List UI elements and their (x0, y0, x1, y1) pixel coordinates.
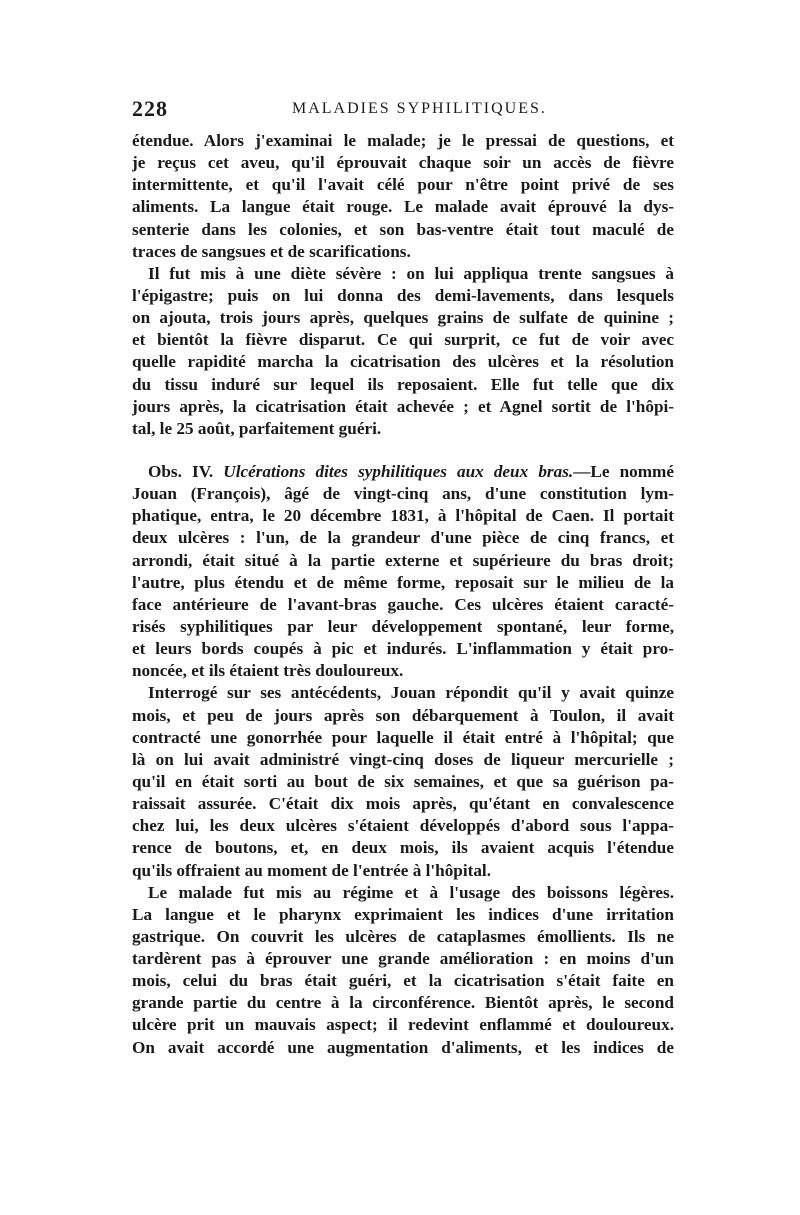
text-line: aliments. La langue était rouge. Le malade avait éprouvé la dys- (132, 197, 674, 217)
text-line: on ajouta, trois jours après, quelques grains de sulfate de quinine ; (132, 308, 674, 328)
paragraph (132, 263, 674, 440)
text-line: traces de sangsues et de scarifications. (132, 241, 411, 261)
text-line: phatique, entra, le 20 décembre 1831, à l'hôpital de Caen. Il portait (132, 506, 674, 526)
text-line: je reçus cet aveu, qu'il éprouvait chaque soir un accès de fièvre (132, 153, 674, 173)
text-line: et bientôt la fièvre disparut. Ce qui surprit, ce fut de voir avec (132, 330, 674, 350)
page-number: 228 (132, 96, 168, 121)
text-line: face antérieure de l'avant-bras gauche. Ces ulcères étaient caracté- (132, 594, 674, 614)
text-line: risés syphilitiques par leur développement spontané, leur forme, (132, 616, 674, 636)
observation-heading-rest: —Le nommé (573, 461, 674, 481)
text-line: chez lui, les deux ulcères s'étaient développés d'abord sous l'appa- (132, 816, 674, 836)
text-line: ulcère prit un mauvais aspect; il redevint enflammé et douloureux. (132, 1015, 674, 1035)
text-line: gastrique. On couvrit les ulcères de cataplasmes émollients. Ils ne (132, 926, 674, 946)
text-line: l'autre, plus étendu et de même forme, reposait sur le milieu de la (132, 572, 674, 592)
running-head: MALADIES SYPHILITIQUES. (292, 100, 547, 117)
text-line: La langue et le pharynx exprimaient les indices d'une irritation (132, 904, 674, 924)
text-line: mois, et peu de jours après son débarquement à Toulon, il avait (132, 705, 674, 725)
text-line: Jouan (François), âgé de vingt-cinq ans, d'une constitution lym- (132, 484, 674, 504)
text-line: deux ulcères : l'un, de la grandeur d'une pièce de cinq francs, et (132, 528, 674, 548)
text-line: On avait accordé une augmentation d'aliments, et les indices de (132, 1037, 674, 1057)
paragraph (132, 682, 674, 881)
text-line: l'épigastre; puis on lui donna des demi-lavements, dans lesquels (132, 285, 674, 305)
paragraph (132, 130, 674, 263)
text-line: noncée, et ils étaient très douloureux. (132, 661, 404, 681)
text-line: tardèrent pas à éprouver une grande amélioration : en moins d'un (132, 949, 674, 969)
text-line: Il fut mis à une diète sévère : on lui appliqua trente sangsues à (148, 263, 674, 283)
text-line: intermittente, et qu'il l'avait célé pour n'être point privé de ses (132, 175, 674, 195)
paragraph-gap (132, 440, 674, 461)
text-line: rence de boutons, et, en deux mois, ils avaient acquis l'étendue (132, 838, 674, 858)
paragraph (132, 882, 674, 1059)
text-line: là on lui avait administré vingt-cinq doses de liqueur mercurielle ; (132, 749, 674, 769)
observation-heading-line (132, 461, 674, 483)
text-line: et leurs bords coupés à pic et indurés. L'inflammation y était pro- (132, 639, 674, 659)
text-line: quelle rapidité marcha la cicatrisation des ulcères et la résolution (132, 352, 674, 372)
text-line: du tissu induré sur lequel ils reposaient. Elle fut telle que dix (132, 374, 674, 394)
text-line: qu'ils offraient au moment de l'entrée à l'hôpital. (132, 860, 492, 880)
text-line: qu'il en était sorti au bout de six semaines, et que sa guérison pa- (132, 771, 674, 791)
text-line: contracté une gonorrhée pour laquelle il était entré à l'hôpital; que (132, 727, 674, 747)
observation-title: Ulcérations dites syphilitiques aux deux bras. (223, 461, 574, 481)
text-line: raissait assurée. C'était dix mois après, qu'étant en convalescence (132, 794, 674, 814)
page-header (132, 96, 672, 126)
text-line: Le malade fut mis au régime et à l'usage des boissons légères. (148, 882, 674, 902)
text-line: grande partie du centre à la circonférence. Bientôt après, le second (132, 993, 674, 1013)
body-text (132, 130, 674, 1059)
text-line: mois, celui du bras était guéri, et la cicatrisation s'était faite en (132, 971, 674, 991)
observation-label: Obs. IV. (148, 461, 224, 481)
text-line: tal, le 25 août, parfaitement guéri. (132, 418, 382, 438)
text-line: senterie dans les colonies, et son bas-ventre était tout maculé de (132, 219, 674, 239)
text-line: arrondi, était situé à la partie externe et supérieure du bras droit; (132, 550, 674, 570)
text-line: jours après, la cicatrisation était achevée ; et Agnel sortit de l'hôpi- (132, 396, 674, 416)
text-line: Interrogé sur ses antécédents, Jouan répondit qu'il y avait quinze (148, 683, 674, 703)
paragraph (132, 461, 674, 682)
text-line: étendue. Alors j'examinai le malade; je le pressai de questions, et (132, 131, 674, 150)
